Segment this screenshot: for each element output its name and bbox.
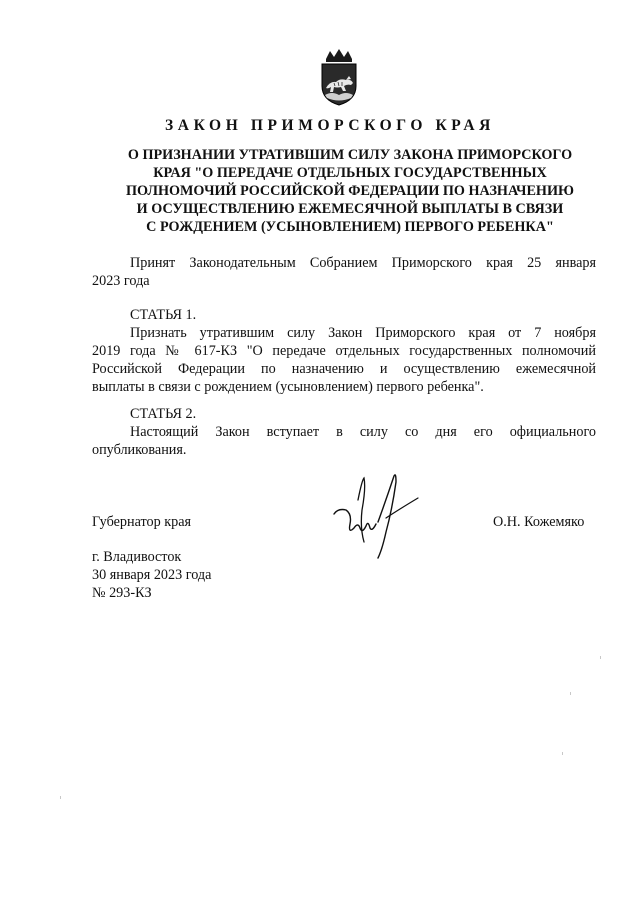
article-2-heading [92,405,596,423]
law-footer [92,548,211,602]
article-body-line: Признать утратившим силу Закон Приморского края от 7 ноября [130,325,596,341]
adoption-note [92,254,596,290]
law-subject-line: И ОСУЩЕСТВЛЕНИЮ ЕЖЕМЕСЯЧНОЙ ВЫПЛАТЫ В СВЯЗИ [136,201,564,217]
signatory-name: О.Н. Кожемяко [493,514,585,530]
article-1-heading [92,306,596,324]
law-subject-line: О ПРИЗНАНИИ УТРАТИВШИМ СИЛУ ЗАКОНА ПРИМОРСКОГО [127,147,573,163]
law-title: ЗАКОН ПРИМОРСКОГО КРАЯ [165,117,495,134]
adoption-note-line: 2023 года [92,273,150,289]
article-body-line: Настоящий Закон вступает в силу со дня его официального [130,424,596,440]
law-subject [100,146,600,236]
scan-speck [562,752,563,755]
article-body-line: 2019 года № 617-КЗ "О передаче отдельных государственных полномочий [92,343,596,359]
law-number: № 293-КЗ [92,585,152,601]
article-body-line: опубликования. [92,442,187,458]
law-subject-line: ПОЛНОМОЧИЙ РОССИЙСКОЙ ФЕДЕРАЦИИ ПО НАЗНАЧЕНИЮ [126,183,574,199]
scan-speck [570,692,571,695]
law-subject-line: С РОЖДЕНИЕМ (УСЫНОВЛЕНИЕМ) ПЕРВОГО РЕБЕНКА" [146,219,554,235]
signatory-position: Губернатор края [92,514,192,530]
adoption-note-line: Принят Законодательным Собранием Приморского края 25 января [130,255,596,271]
article-body-line: Российской Федерации по назначению и осуществлению ежемесячной [92,361,596,377]
article-heading-text: СТАТЬЯ 2. [130,406,197,422]
article-body-line: выплаты в связи с рождением (усыновлением) первого ребенка". [92,379,484,395]
scan-speck [600,656,601,659]
primorye-coat-of-arms-icon [316,48,362,106]
article-heading-text: СТАТЬЯ 1. [130,307,197,323]
city: г. Владивосток [92,549,182,565]
signing-date: 30 января 2023 года [92,567,212,583]
handwritten-signature [328,470,422,562]
scan-speck [60,796,61,799]
article-1-body [92,324,596,396]
law-subject-line: КРАЯ "О ПЕРЕДАЧЕ ОТДЕЛЬНЫХ ГОСУДАРСТВЕННЫХ [153,165,547,181]
article-2-body [92,423,596,459]
